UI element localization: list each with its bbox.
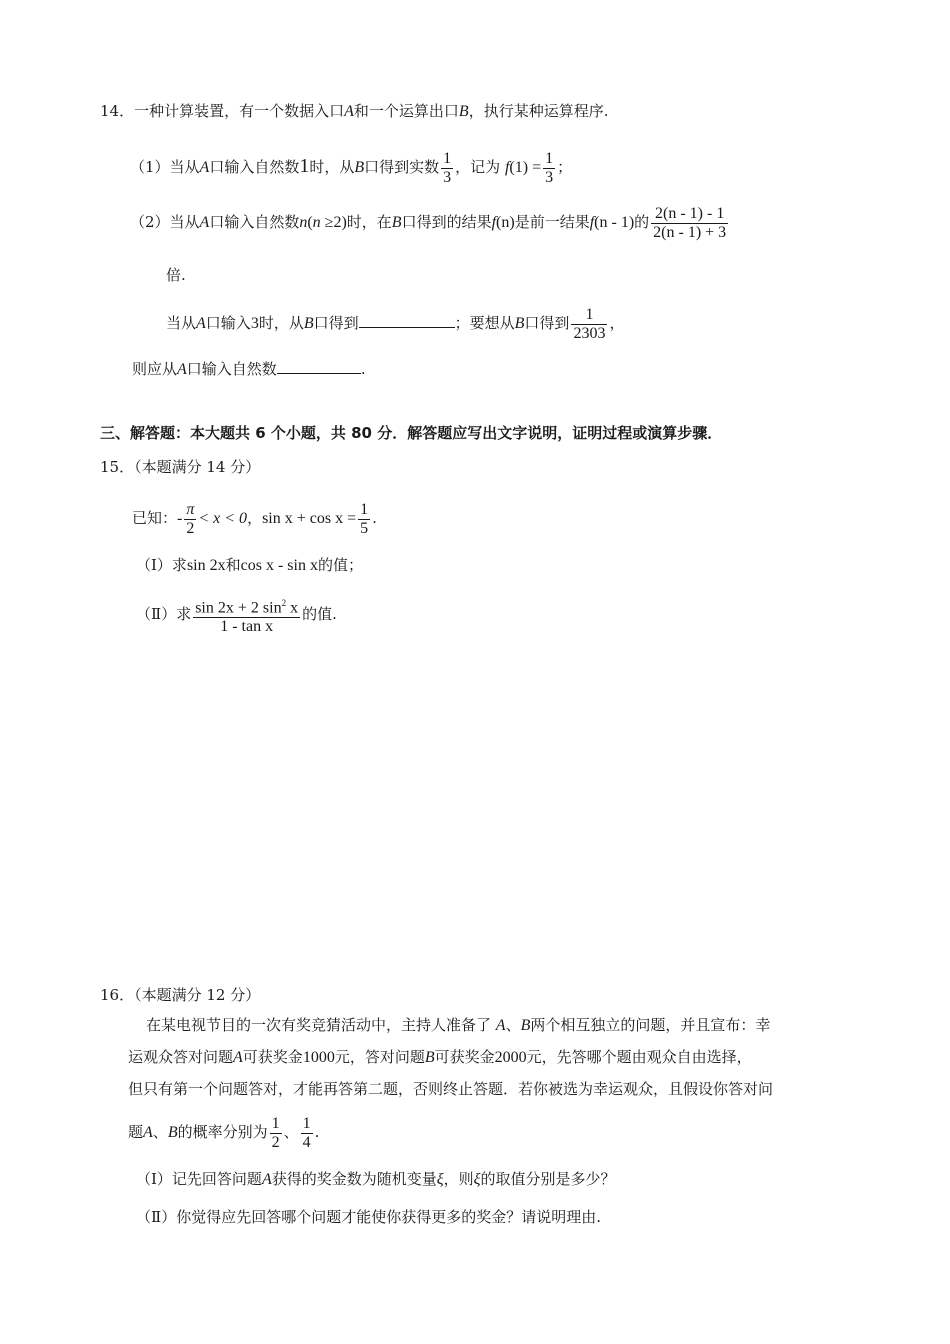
q14-number: 14． [100, 102, 135, 120]
q16-line2: 运观众答对问题A可获奖金1000元，答对问题B可获奖金2000元，先答哪个题由观众自由选择， [128, 1048, 752, 1066]
q15-given: 已知：- $\frac{\pi}{2}$ < x < 0，sin x + cos x = $\frac{1}{5}$ . [132, 500, 377, 537]
fraction-one-quarter: $\frac{1}{4}$ [302, 1114, 311, 1151]
q16-part2: （Ⅱ）你觉得应先回答哪个问题才能使你获得更多的奖金？请说明理由. [136, 1208, 601, 1226]
fraction-pi-over-2: $\frac{\pi}{2}$ [186, 500, 195, 537]
q14-bei: 倍. [166, 266, 186, 284]
q14-intro: 14．一种计算装置，有一个数据入口A和一个运算出口B，执行某种运算程序. [100, 102, 609, 120]
q16-number: 16． [100, 986, 135, 1004]
q14-part1: （1）当从A口输入自然数1时，从B口得到实数 $\frac{1}{3}$ ，记为 f(1) = $\frac{1}{3}$ ； [130, 149, 573, 186]
q16-score: （本题满分 12 分） [134, 986, 261, 1004]
q16-line1: 在某电视节目的一次有奖竞猜活动中，主持人准备了 A、B两个相互独立的问题，并且宣布：幸 [146, 1016, 771, 1034]
fraction-1-over-2303: $\frac{1}{2303}$ [573, 305, 606, 342]
q16-line3: 但只有第一个问题答对，才能再答第二题，否则终止答题．若你被选为幸运观众，且假设你答对问 [128, 1080, 774, 1098]
ratio-fraction: $\frac{2(n - 1) - 1}{2(n - 1) + 3}$ [653, 204, 727, 241]
answer-blank-2[interactable] [277, 359, 361, 374]
q16-line4: 题A、B的概率分别为 $\frac{1}{2}$ 、 $\frac{1}{4}$ . [128, 1114, 320, 1151]
q16-header [100, 984, 260, 1006]
q14-last: 则应从A口输入自然数 . [132, 360, 366, 378]
q15-number: 15． [100, 458, 135, 476]
trig-expression-fraction: $\frac{\sin 2x + 2 \sin^2 x}{\text{1 - tan x}}$ [193, 594, 300, 636]
answer-blank-1[interactable] [359, 313, 455, 328]
fraction-one-third: $\frac{1}{3}$ [443, 149, 452, 186]
fraction-one-third-result: $\frac{1}{3}$ [545, 149, 554, 186]
q14-part2: （2）当从A口输入自然数n(n ≥2)时，在B口得到的结果f(n)是前一结果f(n - 1)的 $\frac{2(n - 1) - 1}{2(n - 1) + 3}$ [130, 204, 727, 241]
fraction-one-half: $\frac{1}{2}$ [271, 1114, 280, 1151]
section-3-heading: 三、解答题：本大题共 6 个小题，共 80 分．解答题应写出文字说明，证明过程或演算步骤． [100, 424, 723, 442]
q15-score: （本题满分 14 分） [134, 458, 261, 476]
q15-part2: （Ⅱ）求 $\frac{\sin 2x + 2 \sin^2 x}{\text{1 - tan x}}$ 的值. [136, 592, 337, 636]
fraction-one-fifth: $\frac{1}{5}$ [360, 500, 369, 537]
q15-part1: （Ⅰ）求sin 2x和cos x - sin x的值； [136, 556, 363, 574]
q16-part1: （Ⅰ）记先回答问题A获得的奖金数为随机变量ξ，则ξ的取值分别是多少？ [136, 1170, 616, 1188]
q15-header [100, 456, 260, 478]
q14-question: 当从A口输入3时，从B口得到 ；要想从B口得到 $\frac{1}{2303}$ ， [166, 305, 625, 342]
